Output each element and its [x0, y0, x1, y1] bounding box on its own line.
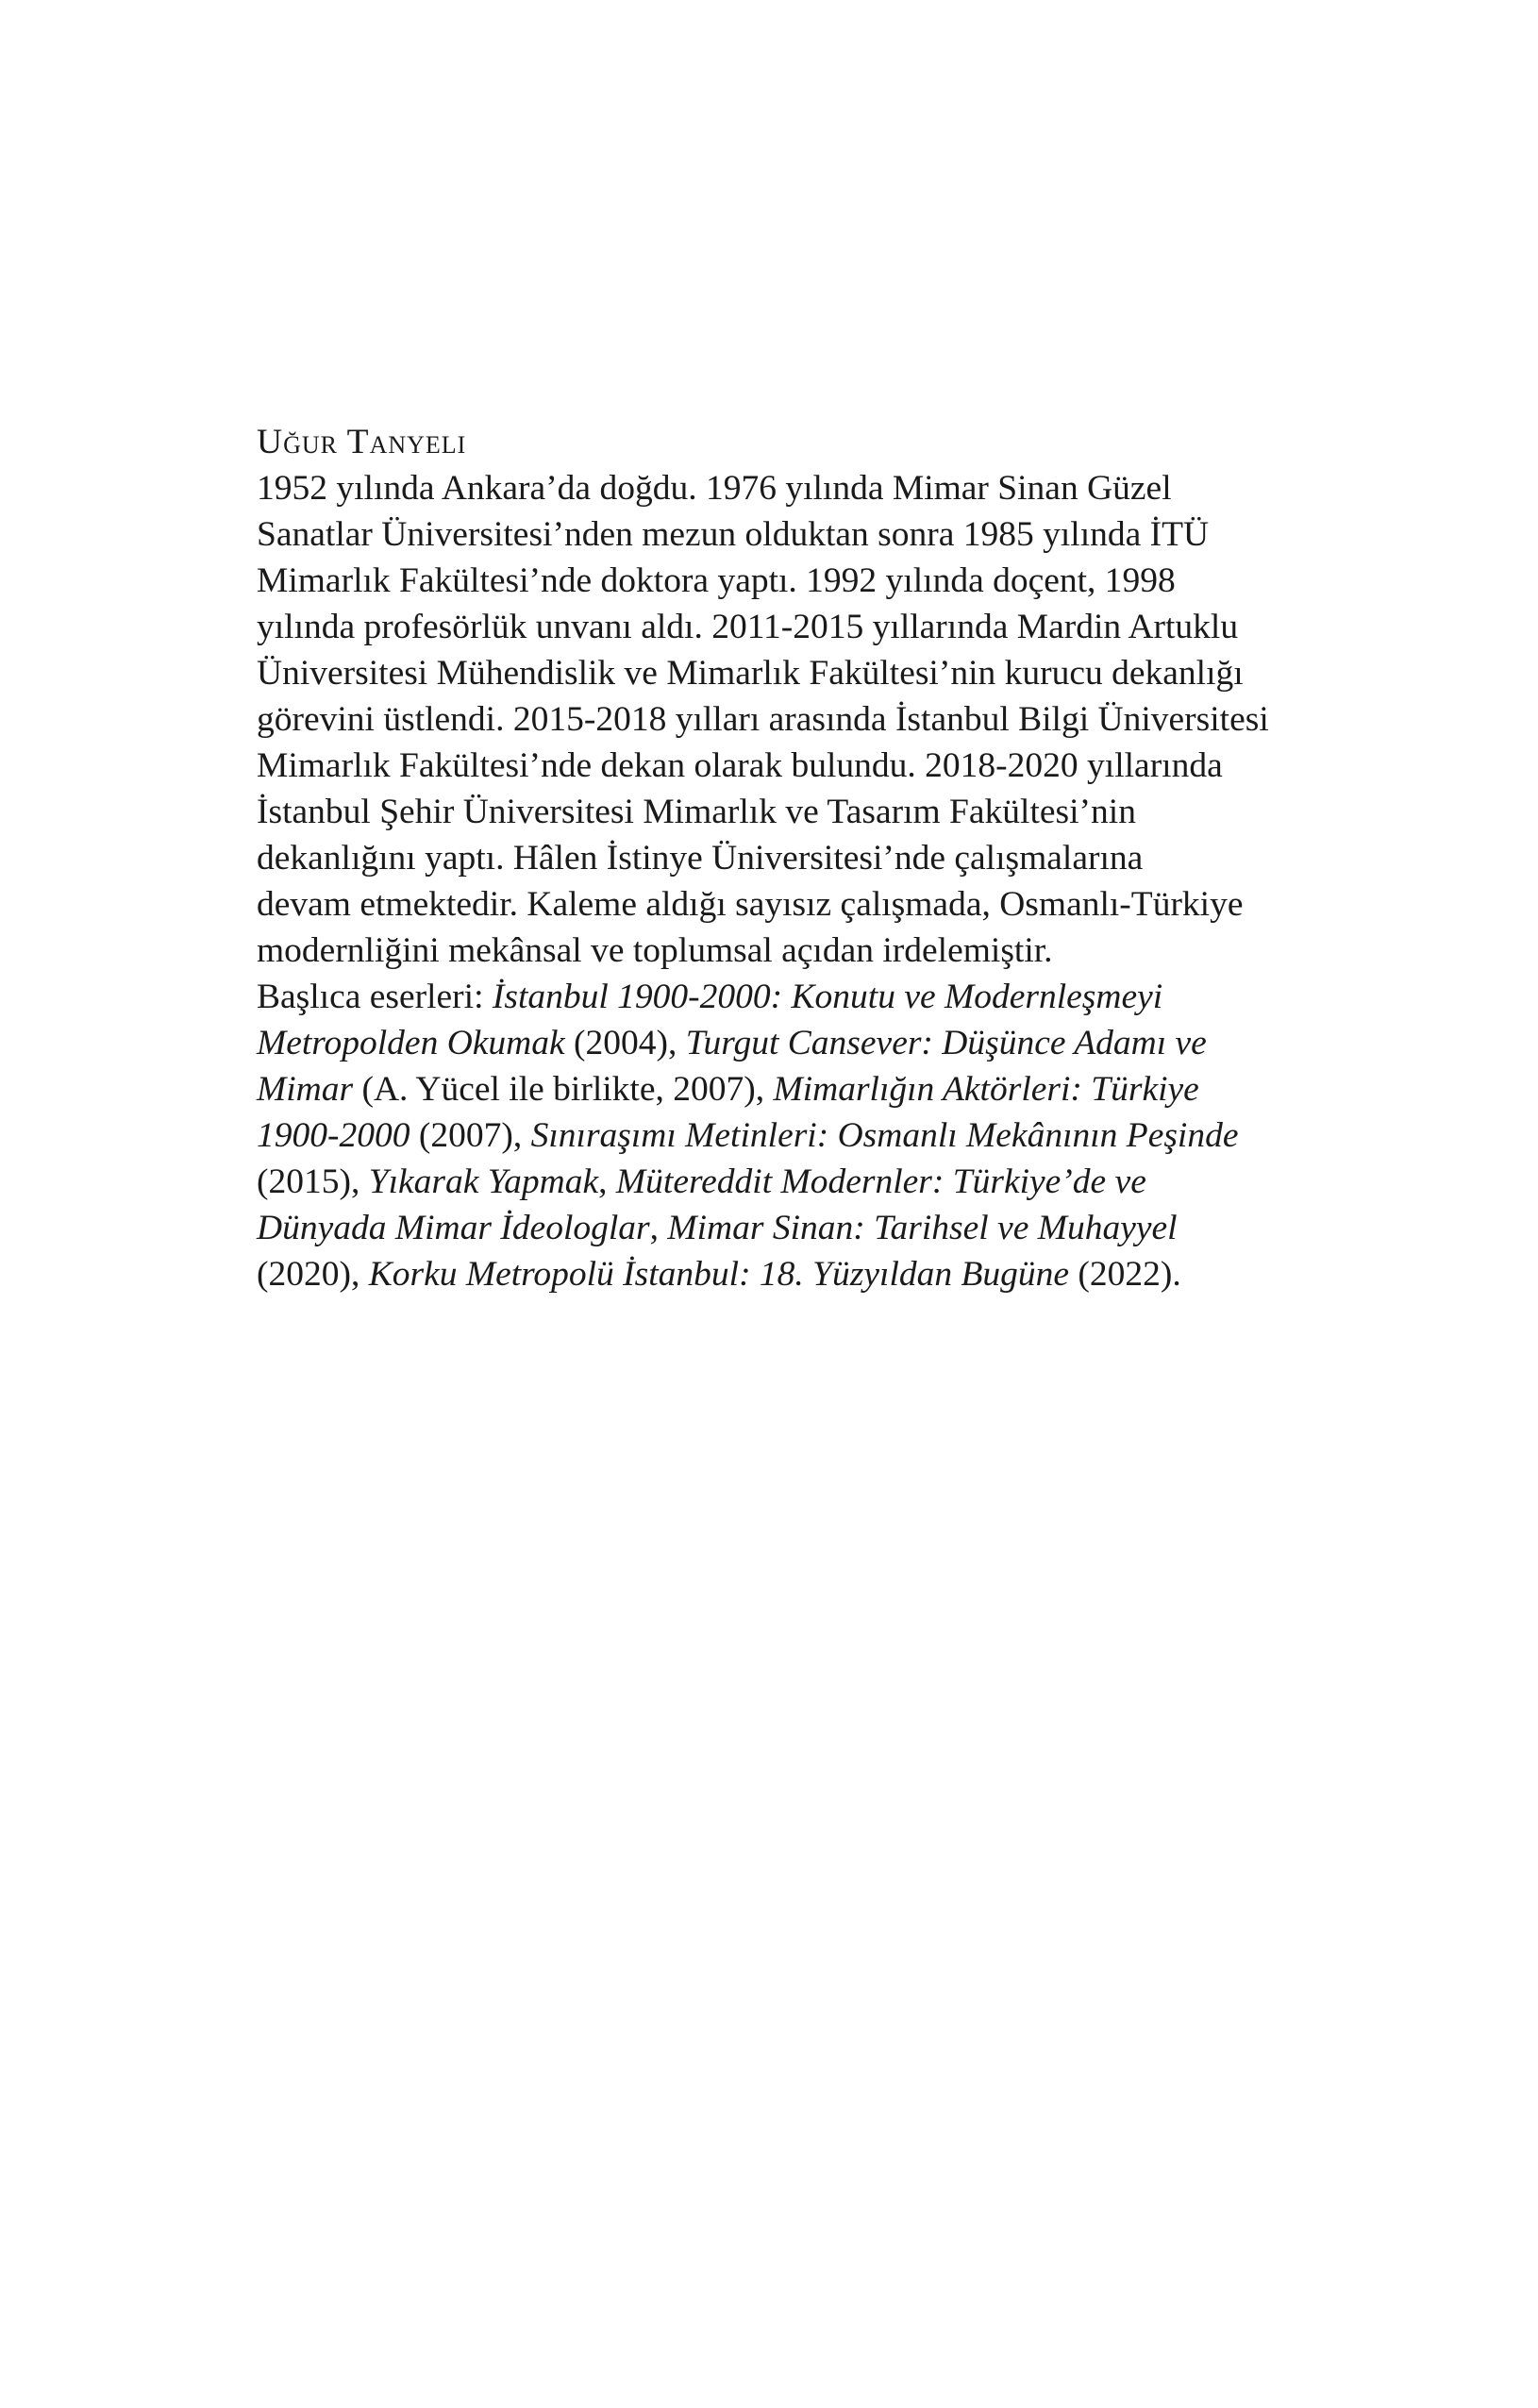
work-title: Yıkarak Yapmak [368, 1162, 599, 1201]
work-year: (2020), [257, 1255, 369, 1294]
biography-text [257, 465, 1313, 974]
work-separator: , [598, 1162, 616, 1201]
work-title: 1900-2000 [257, 1116, 410, 1155]
work-title: İstanbul 1900-2000: Konutu ve Modernleşmeyi [492, 978, 1163, 1016]
author-bio-section [257, 419, 1313, 1297]
works-line [257, 1205, 1313, 1251]
work-title: Turgut Cansever: Düşünce Adamı ve [685, 1024, 1207, 1062]
bio-line: devam etmektedir. Kaleme aldığı sayısız çalışmada, Osmanlı-Türkiye [257, 885, 1244, 924]
work-title: Mimar [257, 1070, 354, 1109]
work-year: (2004), [564, 1024, 686, 1062]
bio-line: yılında profesörlük unvanı aldı. 2011-2015 yıllarında Mardin Artuklu [257, 608, 1239, 646]
work-title: Dünyada Mimar İdeologlar [257, 1209, 650, 1247]
bio-line: Sanatlar Üniversitesi’nden mezun olduktan sonra 1985 yılında İTÜ [257, 515, 1210, 554]
work-title: Metropolden Okumak [257, 1024, 565, 1062]
bio-line: dekanlığını yaptı. Hâlen İstinye Üniversitesi’nde çalışmalarına [257, 839, 1144, 878]
works-line [257, 1112, 1313, 1159]
work-title: Sınıraşımı Metinleri: Osmanlı Mekânının Peşinde [530, 1116, 1239, 1155]
work-title: Mütereddit Modernler: Türkiye’de ve [615, 1162, 1146, 1201]
bio-line: Mimarlık Fakültesi’nde doktora yaptı. 1992 yılında doçent, 1998 [257, 561, 1176, 600]
works-line [257, 1251, 1313, 1297]
work-year: (2007), [410, 1116, 531, 1155]
work-separator: , [649, 1209, 668, 1247]
bio-line: görevini üstlendi. 2015-2018 yılları arasında İstanbul Bilgi Üniversitesi [257, 700, 1269, 739]
bio-line: İstanbul Şehir Üniversitesi Mimarlık ve Tasarım Fakültesi’nin [257, 793, 1136, 831]
works-line [257, 1020, 1313, 1066]
works-list [257, 974, 1313, 1297]
bio-line: modernliğini mekânsal ve toplumsal açıdan irdelemiştir. [257, 931, 1053, 970]
author-name: Uğur Tanyeli [257, 423, 467, 461]
work-note: (A. Yücel ile birlikte, 2007), [353, 1070, 774, 1109]
works-line [257, 974, 1313, 1020]
works-intro: Başlıca eserleri: [257, 978, 493, 1016]
work-year: (2015), [257, 1162, 369, 1201]
works-line [257, 1066, 1313, 1112]
work-year: (2022). [1069, 1255, 1181, 1294]
bio-line: Mimarlık Fakültesi’nde dekan olarak bulundu. 2018-2020 yıllarında [257, 746, 1223, 785]
bio-line: Üniversitesi Mühendislik ve Mimarlık Fakültesi’nin kurucu dekanlığı [257, 654, 1244, 693]
work-title: Mimar Sinan: Tarihsel ve Muhayyel [667, 1209, 1178, 1247]
work-title: Mimarlığın Aktörleri: Türkiye [773, 1070, 1199, 1109]
bio-line: 1952 yılında Ankara’da doğdu. 1976 yılında Mimar Sinan Güzel [257, 469, 1172, 508]
works-line [257, 1159, 1313, 1205]
work-title: Korku Metropolü İstanbul: 18. Yüzyıldan Bugüne [368, 1255, 1070, 1294]
